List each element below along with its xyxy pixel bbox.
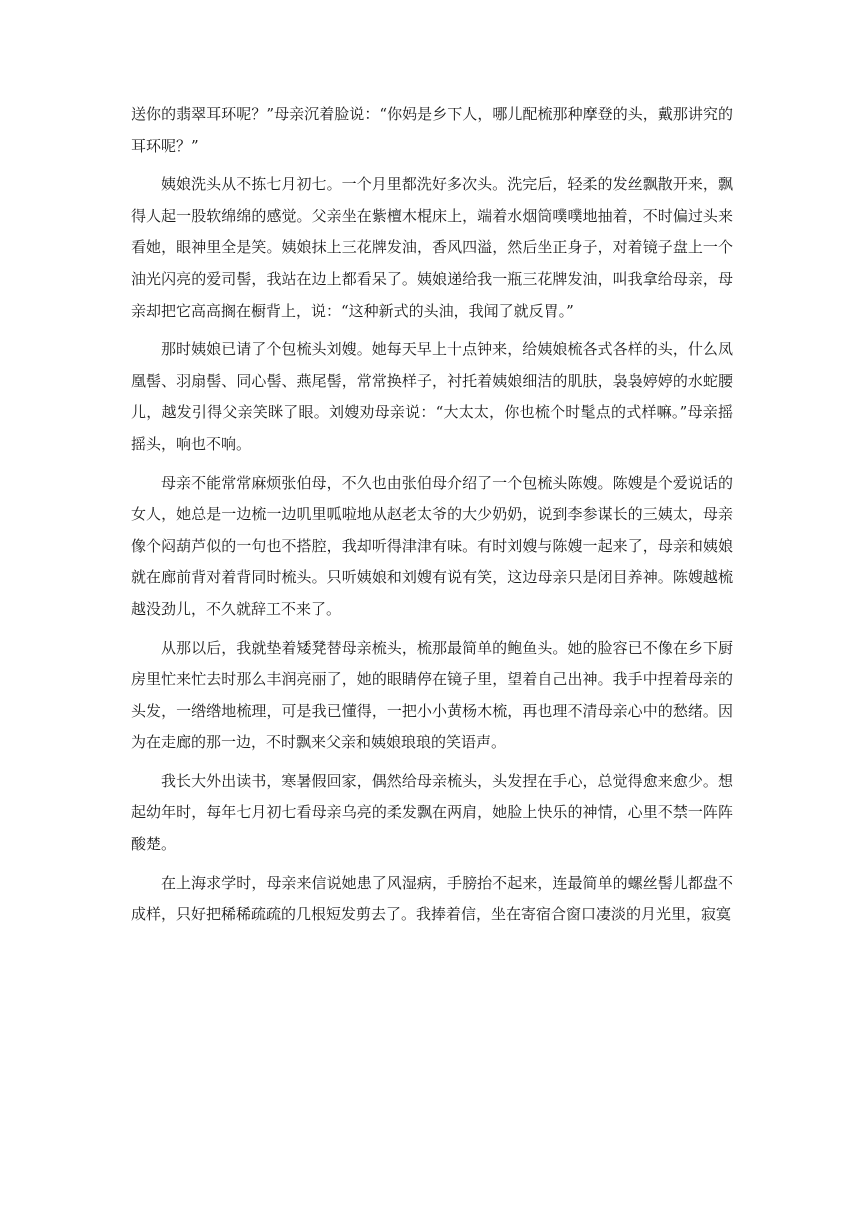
paragraph-4: 母亲不能常常麻烦张伯母，不久也由张伯母介绍了一个包梳头陈嫂。陈嫂是个爱说话的女人，她总是一边梳一边叽里呱啦地从赵老太爷的大少奶奶，说到李参谋长的三姨太，母亲像个闷葫芦似的一句也不搭腔，我却听得津津有味。有时刘嫂与陈嫂一起来了，母亲和姨娘就在廊前背对着背同时梳头。只听姨娘和刘嫂有说有笑，这边母亲只是闭目养神。陈嫂越梳越没劲儿，不久就辞工不来了。 <box>131 473 733 618</box>
paragraph-2: 姨娘洗头从不拣七月初七。一个月里都洗好多次头。洗完后，轻柔的发丝飘散开来，飘得人起一股软绵绵的感觉。父亲坐在紫檀木棍床上，端着水烟筒噗噗地抽着，不时偏过头来看她，眼神里全是笑。姨娘抹上三花牌发油，香风四溢，然后坐正身子，对着镜子盘上一个油光闪亮的爱司髻，我站在边上都看呆了。姨娘递给我一瓶三花牌发油，叫我拿给母亲，母亲却把它高高搁在橱背上，说：“这种新式的头油，我闻了就反胃。” <box>131 175 733 320</box>
paragraph-1: 送你的翡翠耳环呢？”母亲沉着脸说：“你妈是乡下人，哪儿配梳那种摩登的头，戴那讲究的耳环呢？” <box>131 105 733 155</box>
paragraph-6: 我长大外出读书，寒暑假回家，偶然给母亲梳头，头发捏在手心，总觉得愈来愈少。想起幼年时，每年七月初七看母亲乌亮的柔发飘在两肩，她脸上快乐的神情，心里不禁一阵阵酸楚。 <box>131 771 733 854</box>
paragraph-5: 从那以后，我就垫着矮凳替母亲梳头，梳那最简单的鲍鱼头。她的脸容已不像在乡下厨房里忙来忙去时那么丰润亮丽了，她的眼睛停在镜子里，望着自己出神。我手中捏着母亲的头发，一绺绺地梳理，可是我已懂得，一把小小黄杨木梳，再也理不清母亲心中的愁绪。因为在走廊的那一边，不时飘来父亲和姨娘琅琅的笑语声。 <box>131 638 733 752</box>
paragraph-3: 那时姨娘已请了个包梳头刘嫂。她每天早上十点钟来，给姨娘梳各式各样的头，什么凤凰髻、羽扇髻、同心髻、燕尾髻，常常换样子，衬托着姨娘细洁的肌肤，袅袅婷婷的水蛇腰儿，越发引得父亲笑眯了眼。刘嫂劝母亲说：“大太太，你也梳个时髦点的式样嘛。”母亲摇摇头，响也不响。 <box>131 340 733 453</box>
document-body <box>131 99 733 938</box>
paragraph-7: 在上海求学时，母亲来信说她患了风湿病，手膀抬不起来，连最简单的螺丝髻儿都盘不成样，只好把稀稀疏疏的几根短发剪去了。我捧着信，坐在寄宿合窗口凄淡的月光里，寂寞 <box>131 873 733 924</box>
